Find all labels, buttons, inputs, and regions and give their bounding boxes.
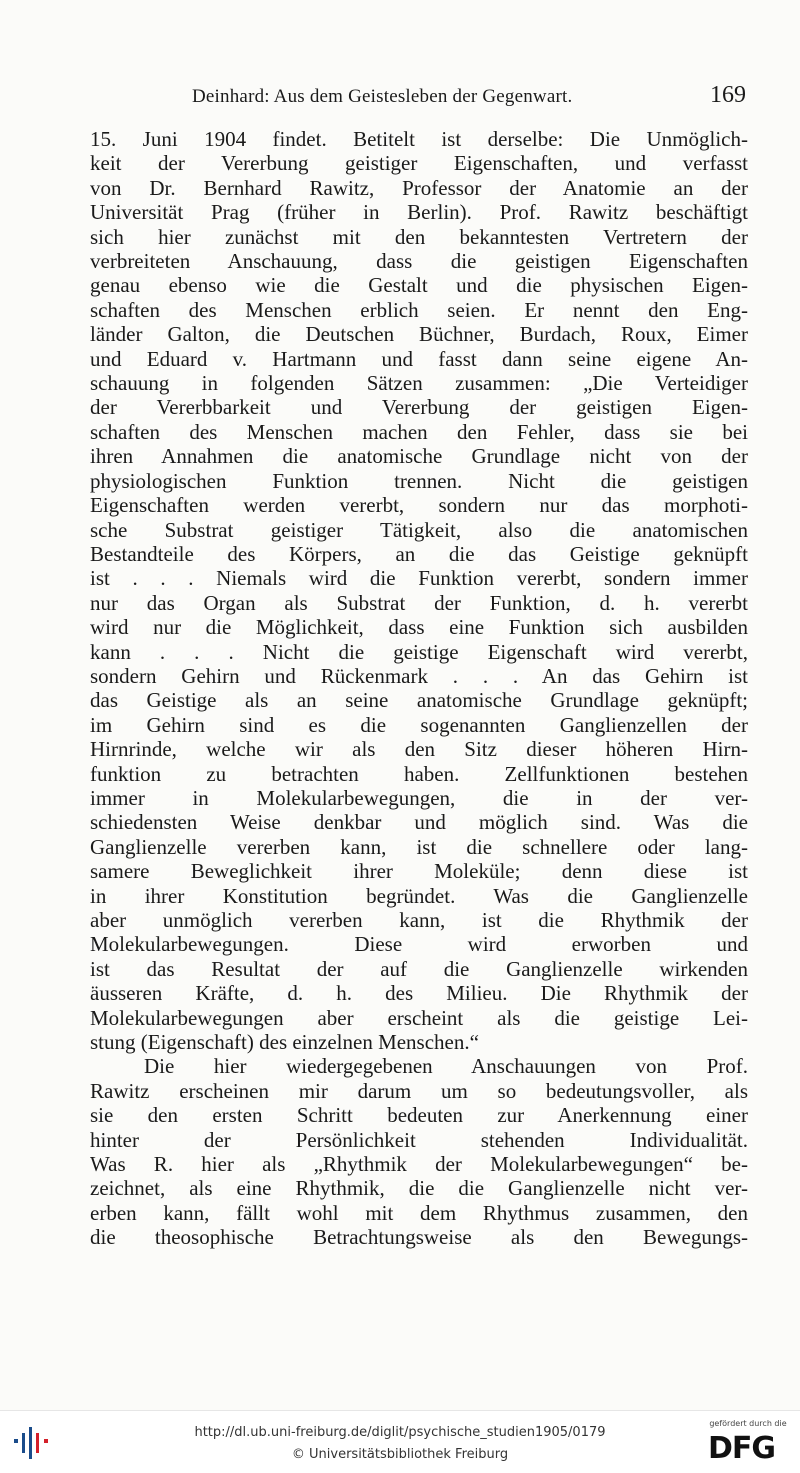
text-line: genau ebenso wie die Gestalt und die physischen Eigen- xyxy=(90,273,748,298)
text-line: ist . . . Niemals wird die Funktion vererbt, sondern immer xyxy=(90,566,748,591)
text-line: 15. Juni 1904 findet. Betitelt ist derselbe: Die Unmöglich- xyxy=(90,127,748,151)
text-line: Die hier wiedergegebenen Anschauungen von Prof. xyxy=(144,1054,748,1079)
running-title: Deinhard: Aus dem Geistesleben der Gegenwart. xyxy=(192,86,573,107)
text-line: in ihrer Konstitution begründet. Was die Ganglienzelle xyxy=(90,883,748,908)
text-line: nur das Organ als Substrat der Funktion, d. h. vererbt xyxy=(90,590,748,615)
text-line: wird nur die Möglichkeit, dass eine Funktion sich ausbilden xyxy=(90,615,748,640)
text-line: kann . . . Nicht die geistige Eigenschaft wird vererbt, xyxy=(90,639,748,664)
copyright-notice: © Universitätsbibliothek Freiburg xyxy=(291,1447,509,1462)
text-line: Eigenschaften werden vererbt, sondern nur das morphoti- xyxy=(90,493,748,518)
text-line: hinter der Persönlichkeit stehenden Individualität. xyxy=(90,1127,748,1152)
text-line: zeichnet, als eine Rhythmik, die die Ganglienzelle nicht ver- xyxy=(90,1176,748,1201)
text-line: aber unmöglich vererben kann, ist die Rhythmik der xyxy=(90,908,748,932)
text-line: Molekularbewegungen. Diese wird erworben und xyxy=(90,932,748,957)
permalink-url[interactable]: http://dl.ub.uni-freiburg.de/diglit/psychische_studien1905/0179 xyxy=(194,1425,606,1440)
text-line: das Geistige als an seine anatomische Grundlage geknüpft; xyxy=(90,688,748,713)
text-line: erben kann, fällt wohl mit dem Rhythmus zusammen, den xyxy=(90,1200,748,1225)
text-line: sie den ersten Schritt bedeuten zur Anerkennung einer xyxy=(90,1103,748,1128)
body-text xyxy=(90,127,748,1250)
text-line: Hirnrinde, welche wir als den Sitz dieser höheren Hirn- xyxy=(90,737,748,762)
text-line: schiedensten Weise denkbar und möglich sind. Was die xyxy=(90,810,748,835)
text-line: verbreiteten Anschauung, dass die geistigen Eigenschaften xyxy=(90,249,748,274)
text-line: ihren Annahmen die anatomische Grundlage nicht von der xyxy=(90,444,748,469)
text-line: stung (Eigenschaft) des einzelnen Menschen.“ xyxy=(90,1030,479,1055)
text-line: im Gehirn sind es die sogenannten Ganglienzellen der xyxy=(90,712,748,737)
text-line: Bestandteile des Körpers, an die das Geistige geknüpft xyxy=(90,541,748,566)
page-header xyxy=(90,80,750,114)
text-line: länder Galton, die Deutschen Büchner, Burdach, Roux, Eimer xyxy=(90,322,748,347)
text-line: Ganglienzelle vererben kann, ist die schnellere oder lang- xyxy=(90,834,748,859)
text-line: ist das Resultat der auf die Ganglienzelle wirkenden xyxy=(90,956,748,981)
text-line: keit der Vererbung geistiger Eigenschaften, und verfasst xyxy=(90,151,748,176)
text-line: schaften des Menschen machen den Fehler, dass sie bei xyxy=(90,419,748,444)
text-line: äusseren Kräfte, d. h. des Milieu. Die Rhythmik der xyxy=(90,981,748,1006)
viewer-footer xyxy=(0,1410,800,1473)
text-line: sich hier zunächst mit den bekanntesten Vertretern der xyxy=(90,224,748,249)
text-line: sche Substrat geistiger Tätigkeit, also die anatomischen xyxy=(90,517,748,542)
text-line: die theosophische Betrachtungsweise als den Bewegungs- xyxy=(90,1225,748,1250)
text-line: sondern Gehirn und Rückenmark . . . An das Gehirn ist xyxy=(90,663,748,688)
text-line: samere Beweglichkeit ihrer Moleküle; denn diese ist xyxy=(90,859,748,884)
text-line: physiologischen Funktion trennen. Nicht die geistigen xyxy=(90,468,748,493)
text-line: und Eduard v. Hartmann und fasst dann seine eigene An- xyxy=(90,346,748,371)
dfg-mark: DFG xyxy=(708,1431,776,1466)
text-line: Universität Prag (früher in Berlin). Prof. Rawitz beschäftigt xyxy=(90,200,748,225)
text-line: funktion zu betrachten haben. Zellfunktionen bestehen xyxy=(90,761,748,786)
text-line: von Dr. Bernhard Rawitz, Professor der Anatomie an der xyxy=(90,175,748,200)
dfg-logo xyxy=(706,1419,790,1469)
dfg-caption: gefördert durch die xyxy=(709,1419,787,1428)
page-number: 169 xyxy=(710,82,746,108)
text-line: schaften des Menschen erblich seien. Er nennt den Eng- xyxy=(90,297,748,322)
text-line: Rawitz erscheinen mir darum um so bedeutungsvoller, als xyxy=(90,1078,748,1103)
text-line: schauung in folgenden Sätzen zusammen: „Die Verteidiger xyxy=(90,371,748,396)
text-line: immer in Molekularbewegungen, die in der ver- xyxy=(90,785,748,810)
text-line: der Vererbbarkeit und Vererbung der geistigen Eigen- xyxy=(90,395,748,420)
text-line: Molekularbewegungen aber erscheint als die geistige Lei- xyxy=(90,1005,748,1030)
text-line: Was R. hier als „Rhythmik der Molekularbewegungen“ be- xyxy=(90,1152,748,1177)
